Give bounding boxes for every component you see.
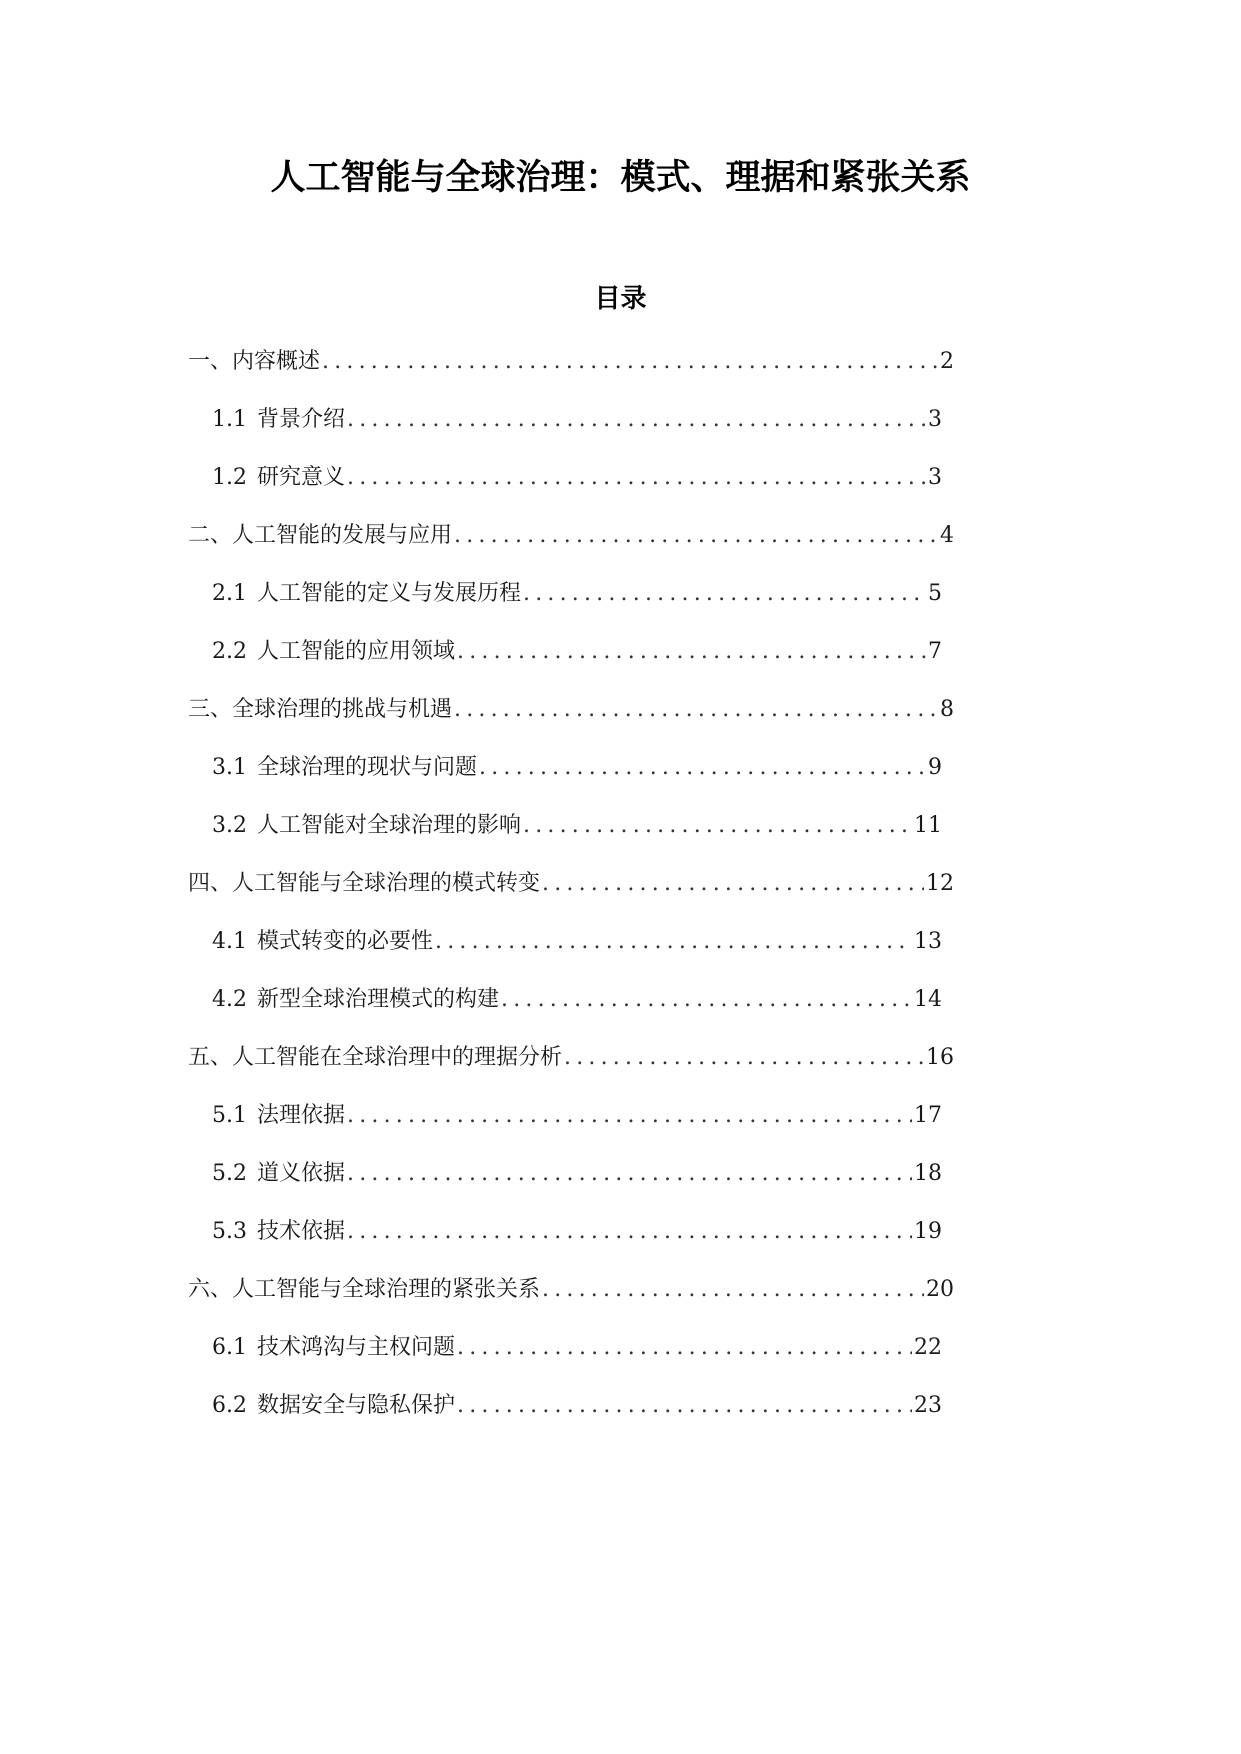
toc-entry-title: 人工智能的应用领域	[257, 639, 456, 664]
toc-dot-leader	[479, 751, 926, 785]
toc-dot-leader	[322, 345, 938, 379]
toc-page-number: 8	[940, 697, 954, 722]
toc-page-number: 7	[928, 639, 942, 664]
toc-entry-title: 全球治理的现状与问题	[257, 755, 478, 780]
toc-entry-section-6[interactable]	[188, 1273, 954, 1307]
toc-entry-1-2[interactable]	[212, 461, 942, 495]
toc-entry-title: 四、人工智能与全球治理的模式转变	[188, 871, 541, 896]
toc-entry-5-3[interactable]	[212, 1215, 942, 1249]
toc-entry-3-2[interactable]	[212, 809, 942, 843]
toc-dot-leader	[347, 1215, 912, 1249]
toc-entry-2-2[interactable]	[212, 635, 942, 669]
toc-entry-section-3[interactable]	[188, 693, 954, 727]
toc-dot-leader	[457, 1389, 912, 1423]
toc-page-number: 23	[914, 1393, 942, 1418]
toc-entry-number: 5.1	[212, 1103, 247, 1128]
toc-entry-title: 道义依据	[257, 1161, 346, 1186]
toc-page-number: 19	[914, 1219, 942, 1244]
toc-entry-5-1[interactable]	[212, 1099, 942, 1133]
toc-entry-section-4[interactable]	[188, 867, 954, 901]
toc-page-number: 2	[940, 349, 954, 374]
toc-entry-number: 1.1	[212, 407, 247, 432]
toc-page-number: 4	[940, 523, 954, 548]
toc-entry-section-1[interactable]	[188, 345, 954, 379]
document-title: 人工智能与全球治理：模式、理据和紧张关系	[270, 157, 971, 198]
toc-entry-title: 模式转变的必要性	[257, 929, 434, 954]
toc-entry-number: 3.2	[212, 813, 247, 838]
toc-entry-number: 1.2	[212, 465, 247, 490]
toc-entry-5-2[interactable]	[212, 1157, 942, 1191]
toc-heading: 目录	[594, 284, 647, 314]
toc-entry-title: 法理依据	[257, 1103, 346, 1128]
toc-dot-leader	[523, 809, 912, 843]
toc-entry-4-1[interactable]	[212, 925, 942, 959]
toc-dot-leader	[542, 1273, 924, 1307]
toc-entry-title: 二、人工智能的发展与应用	[188, 523, 453, 548]
toc-page-number: 17	[914, 1103, 942, 1128]
toc-dot-leader	[523, 577, 926, 611]
toc-entry-number: 3.1	[212, 755, 247, 780]
toc-page-number: 20	[926, 1277, 954, 1302]
toc-entry-number: 2.1	[212, 581, 247, 606]
toc-entry-title: 人工智能对全球治理的影响	[257, 813, 522, 838]
toc-page-number: 14	[914, 987, 942, 1012]
toc-dot-leader	[347, 1157, 912, 1191]
toc-entry-4-2[interactable]	[212, 983, 942, 1017]
toc-entry-section-5[interactable]	[188, 1041, 954, 1075]
toc-entry-title: 背景介绍	[257, 407, 346, 432]
toc-entry-3-1[interactable]	[212, 751, 942, 785]
toc-page-number: 16	[926, 1045, 954, 1070]
toc-entry-1-1[interactable]	[212, 403, 942, 437]
toc-entry-title: 一、内容概述	[188, 349, 321, 374]
toc-dot-leader	[347, 461, 926, 495]
toc-page-number: 22	[914, 1335, 942, 1360]
toc-entry-title: 研究意义	[257, 465, 346, 490]
toc-entry-title: 五、人工智能在全球治理中的理据分析	[188, 1045, 563, 1070]
toc-dot-leader	[454, 693, 938, 727]
toc-page-number: 11	[914, 813, 942, 838]
toc-page-number: 3	[928, 407, 942, 432]
toc-entry-number: 6.2	[212, 1393, 247, 1418]
toc-dot-leader	[501, 983, 912, 1017]
toc-entry-number: 5.3	[212, 1219, 247, 1244]
toc-entry-title: 技术鸿沟与主权问题	[257, 1335, 456, 1360]
toc-entry-title: 数据安全与隐私保护	[257, 1393, 456, 1418]
toc-dot-leader	[457, 1331, 912, 1365]
toc-entry-number: 6.1	[212, 1335, 247, 1360]
toc-entry-section-2[interactable]	[188, 519, 954, 553]
toc-dot-leader	[347, 403, 926, 437]
toc-entry-2-1[interactable]	[212, 577, 942, 611]
toc-page-number: 9	[928, 755, 942, 780]
toc-dot-leader	[454, 519, 938, 553]
toc-entry-number: 2.2	[212, 639, 247, 664]
toc-dot-leader	[435, 925, 912, 959]
toc-entry-6-2[interactable]	[212, 1389, 942, 1423]
toc-entry-number: 4.1	[212, 929, 247, 954]
toc-page-number: 18	[914, 1161, 942, 1186]
toc-dot-leader	[347, 1099, 912, 1133]
toc-entry-title: 三、全球治理的挑战与机遇	[188, 697, 453, 722]
toc-dot-leader	[564, 1041, 924, 1075]
toc-entry-title: 技术依据	[257, 1219, 346, 1244]
toc-entry-title: 新型全球治理模式的构建	[257, 987, 500, 1012]
toc-entry-title: 人工智能的定义与发展历程	[257, 581, 522, 606]
toc-page-number: 12	[926, 871, 954, 896]
toc-page-number: 13	[914, 929, 942, 954]
toc-page-number: 3	[928, 465, 942, 490]
toc-dot-leader	[542, 867, 924, 901]
toc-entry-6-1[interactable]	[212, 1331, 942, 1365]
toc-entry-title: 六、人工智能与全球治理的紧张关系	[188, 1277, 541, 1302]
toc-page-number: 5	[928, 581, 942, 606]
toc-entry-number: 5.2	[212, 1161, 247, 1186]
toc-dot-leader	[457, 635, 926, 669]
toc-entry-number: 4.2	[212, 987, 247, 1012]
